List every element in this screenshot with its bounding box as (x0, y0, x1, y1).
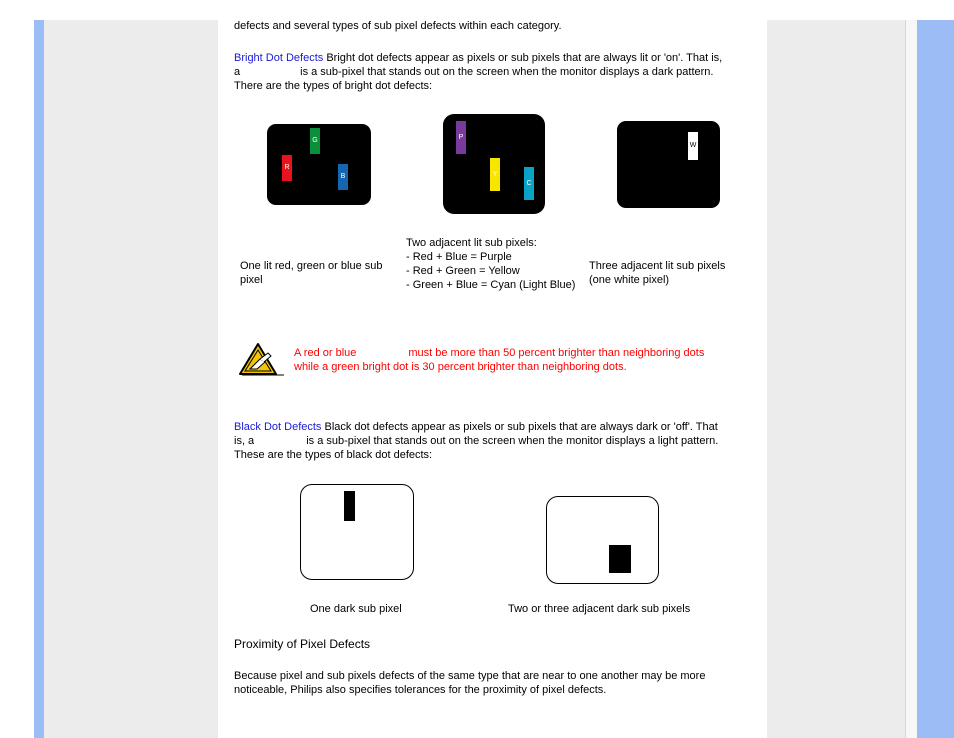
caption-two-lit-line3: - Red + Green = Yellow (406, 265, 520, 277)
caption-two-lit-line4: - Green + Blue = Cyan (Light Blue) (406, 279, 576, 291)
proximity-line2: noticeable, Philips also specifies tolerances for the proximity of pixel defects. (234, 684, 607, 696)
warning-line2: while a green bright dot is 30 percent brighter than neighboring dots. (294, 361, 627, 373)
black-dot-defects-link[interactable]: Black Dot Defects (234, 421, 322, 433)
caption-two-dark: Two or three adjacent dark sub pixels (508, 603, 691, 615)
warning-line1a: A red or blue (294, 347, 357, 359)
white-pixel: W (688, 132, 698, 160)
black-figure-one (300, 484, 414, 580)
right-accent-bar (917, 20, 954, 738)
caption-two-lit (406, 236, 586, 292)
right-gap (905, 20, 917, 738)
black-figure-two (546, 496, 659, 584)
bright-figure-rgb (267, 124, 371, 205)
bright-figure-white (617, 121, 720, 208)
green-subpixel: G (310, 128, 320, 154)
caption-two-lit-line1: Two adjacent lit sub pixels: (406, 237, 537, 249)
caption-two-lit-line2: - Red + Blue = Purple (406, 251, 512, 263)
black-para-line3: These are the types of black dot defects: (234, 449, 433, 461)
red-subpixel: R (282, 155, 292, 181)
dark-subpixels (609, 545, 631, 573)
caption-one-lit: One lit red, green or blue sub pixel (240, 260, 383, 286)
bright-figure-pyc (443, 114, 545, 214)
left-accent-bar (34, 20, 44, 738)
proximity-paragraph (234, 669, 754, 697)
warning-line1b: must be more than 50 percent brighter than neighboring dots (408, 347, 705, 359)
caption-one-dark: One dark sub pixel (310, 603, 402, 615)
proximity-line1: Because pixel and sub pixels defects of the same type that are near to one another may be more (234, 670, 706, 682)
proximity-heading: Proximity of Pixel Defects (234, 637, 371, 651)
yellow-subpixel: Y (490, 158, 500, 191)
black-para-line1: Black dot defects appear as pixels or sub pixels that are always dark or 'off'. That (321, 421, 718, 433)
bright-para-line1: Bright dot defects appear as pixels or sub pixels that are always lit or 'on'. That is, (323, 52, 723, 64)
cyan-subpixel: C (524, 167, 534, 200)
intro-line: defects and several types of sub pixel defects within each category. (234, 20, 562, 32)
left-side-panel (44, 20, 218, 738)
blue-subpixel: B (338, 164, 348, 190)
warning-text (294, 346, 744, 374)
bright-para-line2b: is a sub-pixel that stands out on the screen when the monitor displays a dark pattern. (300, 66, 714, 78)
right-side-panel (767, 20, 905, 738)
dark-subpixel (344, 491, 355, 521)
black-para-line2a: is, a (234, 435, 255, 447)
caption-three-lit: Three adjacent lit sub pixels (one white pixel) (589, 260, 726, 286)
bright-para-line3: There are the types of bright dot defects: (234, 80, 433, 92)
bright-dot-defects-link[interactable]: Bright Dot Defects (234, 52, 324, 64)
warning-hand-icon (238, 342, 286, 378)
black-paragraph (234, 420, 754, 462)
bright-paragraph (234, 51, 754, 93)
bright-para-line2a: a (234, 66, 241, 78)
black-para-line2b: is a sub-pixel that stands out on the screen when the monitor displays a light pattern. (306, 435, 719, 447)
purple-subpixel: P (456, 121, 466, 154)
